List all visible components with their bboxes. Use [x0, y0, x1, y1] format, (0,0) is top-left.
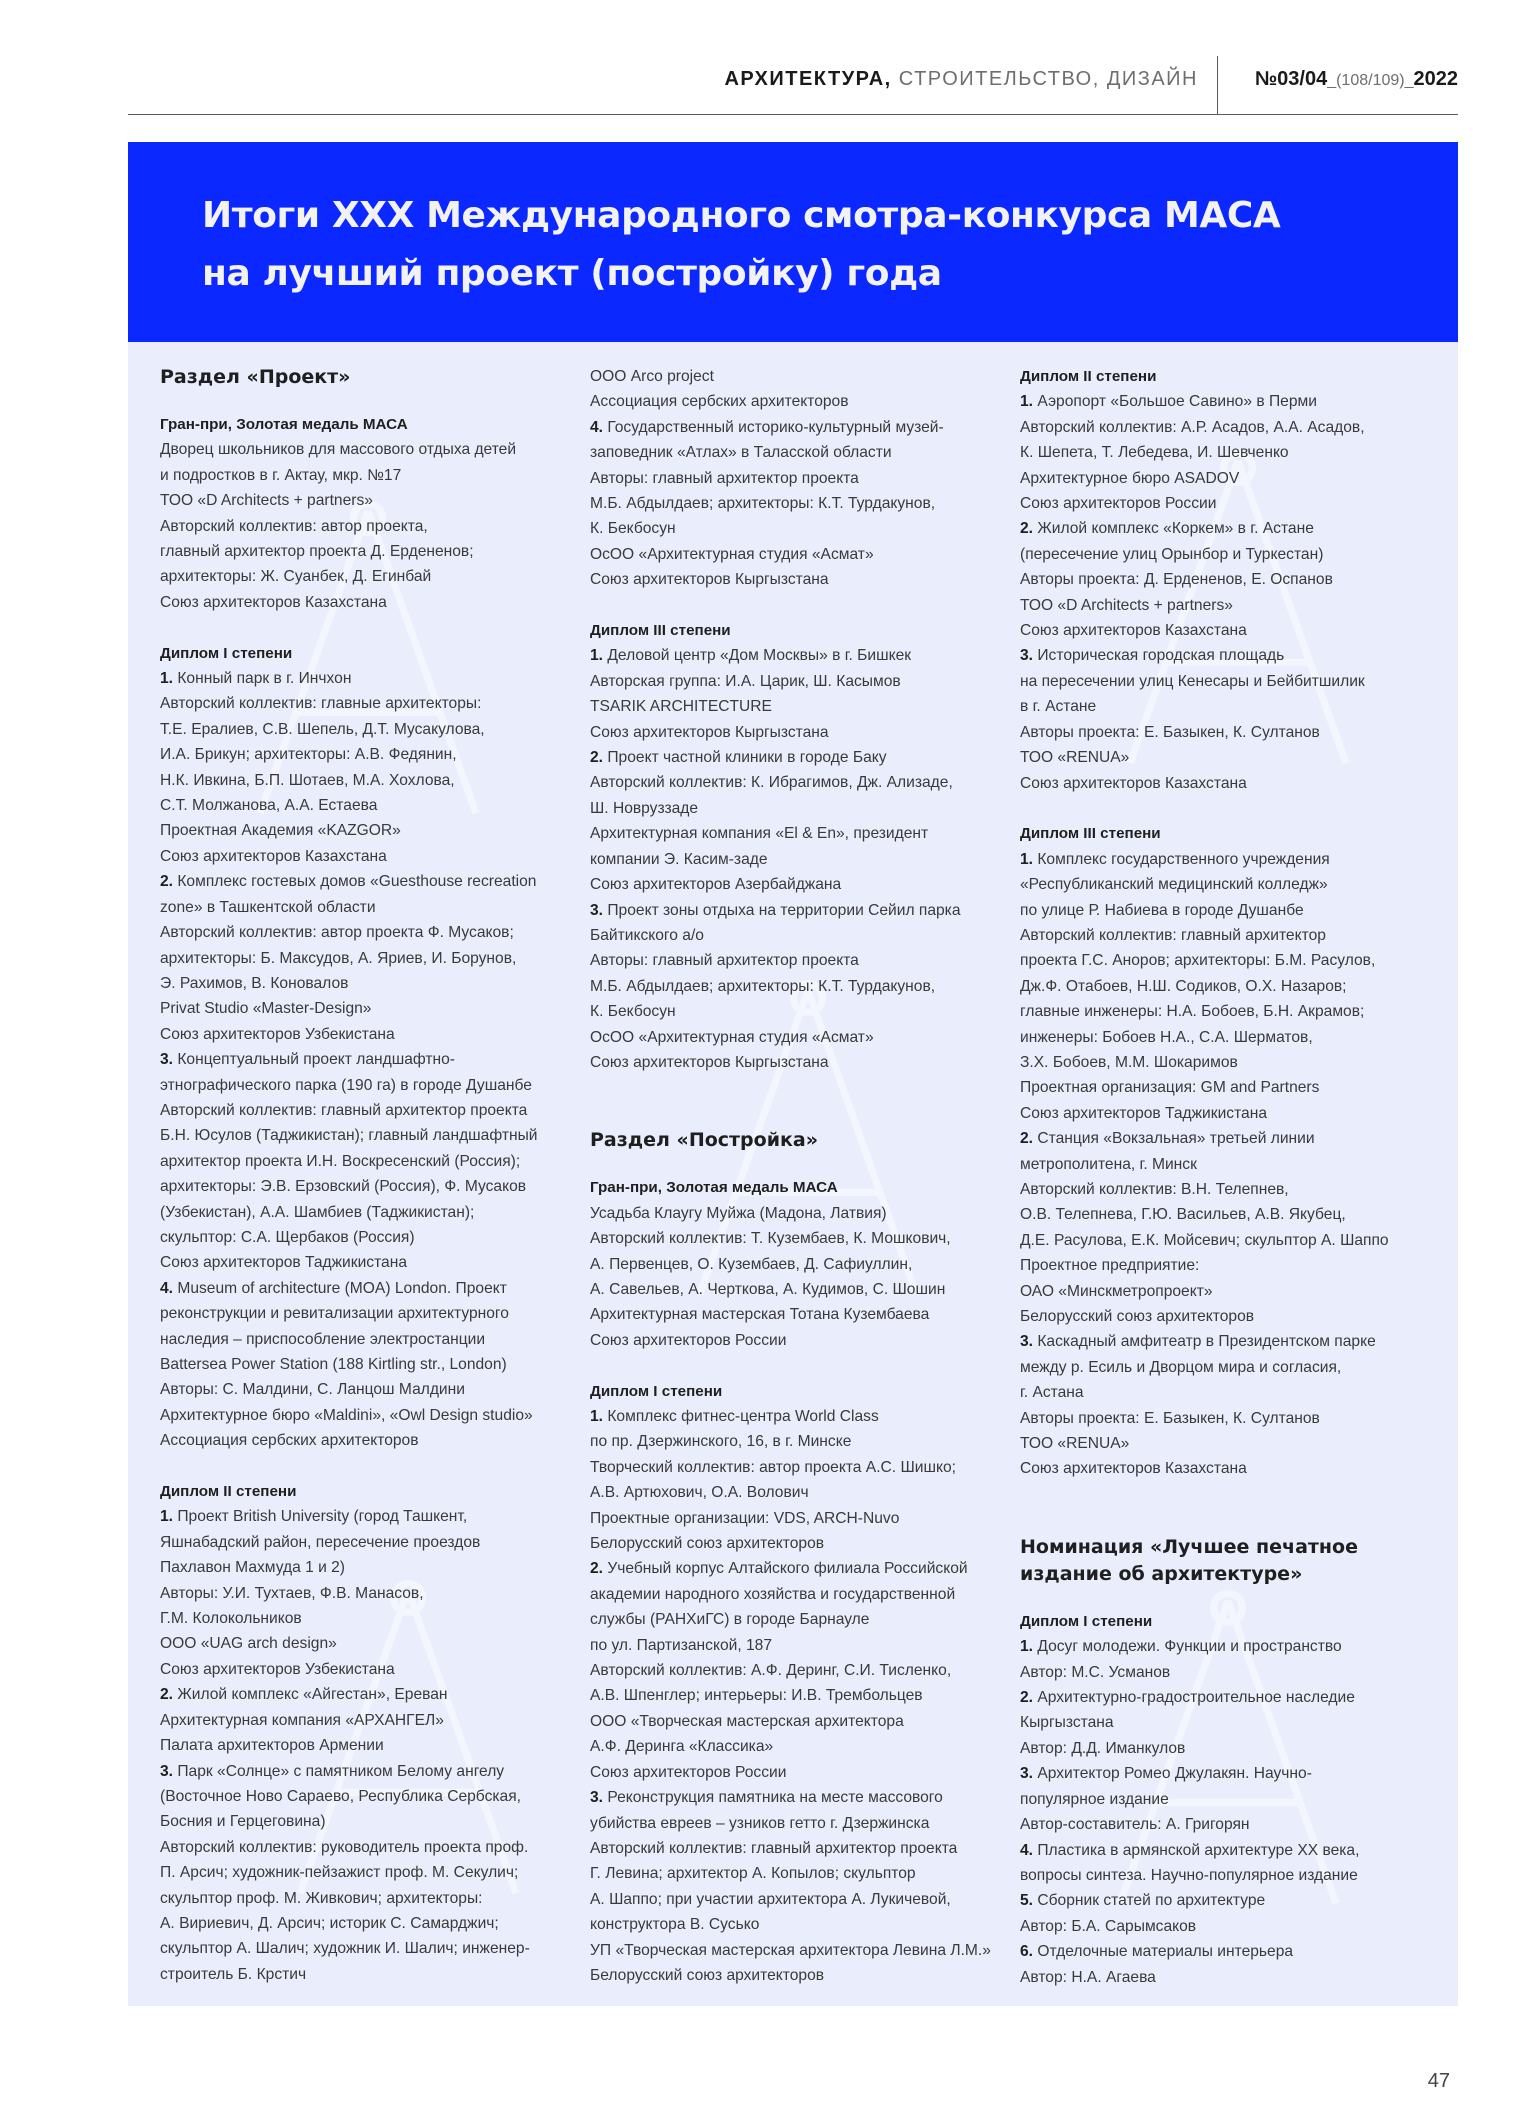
entry-line: Байтикского а/о: [590, 926, 704, 944]
entry-line: ТОО «D Architects + partners»: [160, 492, 373, 510]
entry-line: по улице Р. Набиева в городе Душанбе: [1020, 901, 1304, 919]
entry-number: 1.: [160, 670, 174, 688]
entry-line: метрополитена, г. Минск: [1020, 1155, 1197, 1173]
entry-line: архитектор проекта И.Н. Воскресенский (Россия);: [160, 1152, 521, 1170]
entry-line: строитель Б. Крстич: [160, 1965, 307, 1983]
entry-line: скульптор проф. М. Живкович; архитекторы:: [160, 1889, 483, 1907]
entry-line: (пересечение улиц Орынбор и Туркестан): [1020, 545, 1324, 563]
entry-details: [1020, 1787, 1452, 1838]
entry-line: скульптор: С.А. Щербаков (Россия): [160, 1228, 415, 1246]
entry-number: 4.: [590, 418, 604, 436]
entry-details: [590, 770, 1010, 897]
title-line-1: Итоги XXX Международного смотра-конкурса МАСА: [202, 195, 1281, 236]
entry-line: популярное издание: [1020, 1790, 1169, 1808]
entry-line: архитекторы: Э.В. Ерзовский (Россия), Ф. Мусаков: [160, 1178, 527, 1196]
article-title: [202, 187, 1402, 303]
award-heading: Диплом I степени: [160, 644, 293, 662]
entry-line: zone» в Ташкентской области: [160, 898, 376, 916]
entry-line: И.А. Брикун; архитекторы: А.В. Федянин,: [160, 746, 457, 764]
entry-line: Союз архитекторов Казахстана: [1020, 1460, 1247, 1478]
entry-name: Комплекс фитнес-центра World Class: [603, 1408, 879, 1425]
rubric-rest: СТРОИТЕЛЬСТВО, ДИЗАЙН: [898, 68, 1198, 90]
entry-line: Авторы: главный архитектор проекта: [590, 952, 859, 970]
entry-line: Авторы проекта: Е. Базыкен, К. Султанов: [1020, 1409, 1320, 1427]
entry-name: Парк «Солнце» с памятником Белому ангелу: [173, 1762, 505, 1780]
entry-details: [160, 895, 580, 1047]
entry-line: ООО «UAG arch design»: [160, 1635, 337, 1653]
award-heading: Гран-при, Золотая медаль МАСА: [160, 416, 408, 433]
entry-number: 4.: [1020, 1841, 1034, 1859]
entry-line: Проектное предприятие:: [1020, 1257, 1200, 1275]
entry-name: Проект частной клиники в городе Баку: [603, 749, 887, 767]
entry-name: Сборник статей по архитектуре: [1033, 1892, 1266, 1910]
column-2: [590, 364, 1010, 1988]
entry-line: Белорусский союз архитекторов: [1020, 1308, 1255, 1326]
entry-details: [160, 1708, 580, 1759]
entry-line: Кыргызстана: [1020, 1714, 1114, 1732]
entry-number: 2.: [590, 749, 604, 767]
entry-line: К. Шепета, Т. Лебедева, И. Шевченко: [1020, 444, 1289, 462]
entry-line: по ул. Партизанской, 187: [590, 1636, 773, 1654]
entry-line: Архитектурное бюро ASADOV: [1020, 469, 1240, 487]
entry-line: Авторский коллектив: главные архитекторы:: [160, 695, 482, 713]
entry-line: Дворец школьников для массового отдыха детей: [160, 441, 517, 459]
entry-name: Досуг молодежи. Функции и пространство: [1033, 1638, 1342, 1656]
entry-grand-prix: [590, 1201, 1010, 1353]
entry-title: [160, 1504, 580, 1529]
entry-line: Т.Е. Ералиев, С.В. Шепель, Д.Т. Мусакулова,: [160, 720, 485, 738]
title-banner: [128, 142, 1458, 342]
entry-line: Архитектурная мастерская Тотана Кузембаева: [590, 1306, 930, 1324]
entry-details: [160, 1530, 580, 1682]
entry-name: Комплекс гостевых домов «Guesthouse recreation: [173, 873, 537, 891]
entry-line: Авторский коллектив: главный архитектор проекта: [160, 1101, 528, 1119]
entry-title: [1020, 643, 1452, 668]
entry-title: [590, 745, 1010, 770]
entry-line: Б.Н. Юсулов (Таджикистан); главный ландшафтный: [160, 1127, 538, 1145]
entry-name: Комплекс государственного учреждения: [1033, 850, 1330, 868]
award-heading: Диплом II степени: [1020, 368, 1157, 385]
entry-title: [160, 1276, 580, 1301]
entry-name: Жилой комплекс «Коркем» в г. Астане: [1033, 520, 1314, 538]
entry-line: архитекторы: Ж. Суанбек, Д. Егинбай: [160, 568, 432, 586]
entry-line: ОсОО «Архитектурная студия «Асмат»: [590, 545, 874, 563]
entry-line: А.В. Шпенглер; интерьеры: И.В. Трембольцев: [590, 1687, 923, 1705]
entry-line: Авторский коллектив: А.Р. Асадов, А.А. Асадов,: [1020, 418, 1365, 436]
entry-name: Проект British University (город Ташкент,: [173, 1508, 468, 1526]
entry-line: Союз архитекторов Узбекистана: [160, 1660, 395, 1678]
entry-line: Э. Рахимов, В. Коновалов: [160, 974, 349, 992]
entry-details: [1020, 1152, 1452, 1330]
entry-name: Историческая городская площадь: [1033, 647, 1285, 665]
journal-rubric: [724, 68, 1198, 91]
entry-line: в г. Астане: [1020, 698, 1097, 716]
entry-line: ТОО «D Architects + partners»: [1020, 596, 1233, 614]
entry-line: конструктора В. Сусько: [590, 1916, 760, 1934]
entry-line: А.В. Артюхович, О.А. Волович: [590, 1484, 809, 1502]
entry-title: [1020, 1685, 1452, 1710]
entry-details: [1020, 542, 1452, 644]
entry-name: Museum of architecture (MOA) London. Проект: [173, 1279, 507, 1297]
entry-line: Авторский коллектив: главный архитектор: [1020, 926, 1326, 944]
entry-details: [1020, 872, 1452, 1126]
entry-line: Усадьба Клаугу Муйжа (Мадона, Латвия): [590, 1204, 887, 1222]
entry-title: [1020, 1888, 1452, 1913]
entry-number: 2.: [160, 1686, 174, 1704]
entry-line: главные инженеры: Н.А. Бобоев, Б.Н. Акрамов;: [1020, 1003, 1365, 1021]
entry-line: П. Арсич; художник-пейзажист проф. М. Секулич;: [160, 1864, 519, 1882]
entry-number: 1.: [1020, 850, 1034, 868]
rubric-main: АРХИТЕКТУРА,: [724, 68, 892, 90]
entry-title: [590, 415, 1010, 440]
section-heading: Раздел «Постройка»: [590, 1129, 819, 1152]
entry-line: Союз архитекторов Таджикистана: [160, 1254, 408, 1272]
entry-number: 2.: [1020, 1130, 1034, 1148]
entry-line: Автор-составитель: А. Григорян: [1020, 1816, 1250, 1834]
entry-number: 5.: [1020, 1892, 1034, 1910]
entry-name: Архитектурно-градостроительное наследие: [1033, 1689, 1355, 1707]
entry-number: 1.: [590, 1408, 604, 1425]
entry-line: Авторы: главный архитектор проекта: [590, 469, 859, 487]
entry-number: 2.: [590, 1560, 604, 1578]
entry-details: [1020, 1965, 1452, 1990]
entry-line: Творческий коллектив: автор проекта А.С. Шишко;: [590, 1458, 956, 1476]
entry-line: Дж.Ф. Отабоев, Н.Ш. Содиков, О.Х. Назаров;: [1020, 977, 1347, 995]
entry-details: [1020, 1863, 1452, 1888]
entry-line: Союз архитекторов Кыргызстана: [590, 1053, 829, 1071]
entry-line: академии народного хозяйства и государственной: [590, 1585, 956, 1603]
entry-number: 1.: [160, 1508, 174, 1526]
entry-name: Учебный корпус Алтайского филиала Российской: [603, 1560, 968, 1578]
entry-line: Авторский коллектив: автор проекта Ф. Мусаков;: [160, 924, 514, 942]
entry-number: 2.: [160, 873, 174, 891]
entry-line: ОАО «Минскметропроект»: [1020, 1282, 1213, 1300]
entry-title: [160, 666, 580, 691]
entry-line: М.Б. Абдылдаев; архитекторы: К.Т. Турдакунов,: [590, 495, 936, 513]
entry-line: Н.К. Ивкина, Б.П. Шотаев, М.А. Хохлова,: [160, 771, 455, 789]
entry-name: Станция «Вокзальная» третьей линии: [1033, 1130, 1315, 1148]
entry-number: 3.: [1020, 647, 1034, 665]
entry-number: 4.: [160, 1279, 174, 1297]
entry-title: [1020, 1329, 1452, 1354]
entry-line: «Республиканский медицинский колледж»: [1020, 876, 1328, 894]
entry-name: Концептуальный проект ландшафтно-: [173, 1051, 455, 1069]
entry-name: Пластика в армянской архитектуре XX века,: [1033, 1841, 1360, 1859]
entry-details: [1020, 415, 1452, 517]
section-line-2: издание об архитектуре»: [1020, 1562, 1303, 1585]
entry-number: 3.: [590, 901, 604, 919]
entry-line: Автор: Н.А. Агаева: [1020, 1968, 1156, 1986]
entry-number: 1.: [1020, 1638, 1034, 1656]
award-heading: Гран-при, Золотая медаль МАСА: [590, 1179, 838, 1197]
entry-line: З.Х. Бобоев, М.М. Шокаримов: [1020, 1053, 1238, 1071]
entry-title: [590, 1556, 1010, 1581]
entry-line: архитекторы: Б. Максудов, А. Яриев, И. Борунов,: [160, 949, 517, 967]
entry-title: [1020, 1939, 1452, 1964]
entry-details: [590, 669, 1010, 745]
entry-name: Деловой центр «Дом Москвы» в г. Бишкек: [603, 647, 912, 665]
entry-number: 6.: [1020, 1943, 1034, 1961]
entry-line: и подростков в г. Актау, мкр. №17: [160, 466, 402, 484]
entry-line: Проектная организация: GM and Partners: [1020, 1079, 1320, 1097]
entry-line: А. Савельев, А. Черткова, А. Кудимов, С. Шошин: [590, 1280, 946, 1298]
issue-no: №03/04: [1254, 68, 1328, 90]
entry-number: 2.: [1020, 1689, 1034, 1707]
entry-line: Авторский коллектив: Т. Кузембаев, К. Мошкович,: [590, 1230, 951, 1248]
entry-line: Авторский коллектив: К. Ибрагимов, Дж. Ализаде,: [590, 774, 953, 792]
award-heading: Диплом I степени: [1020, 1612, 1153, 1630]
entry-line: М.Б. Абдылдаев; архитекторы: К.Т. Турдакунов,: [590, 977, 936, 995]
entry-title: [160, 1759, 580, 1784]
entry-line: Союз архитекторов Казахстана: [160, 847, 387, 865]
entry-line: О.В. Телепнева, Г.Ю. Васильев, А.В. Якубец,: [1020, 1206, 1346, 1224]
award-heading: Диплом I степени: [590, 1382, 723, 1400]
entry-line: Ассоциация сербских архитекторов: [160, 1432, 419, 1450]
entry-line: Авторский коллектив: руководитель проекта проф.: [160, 1838, 529, 1856]
entry-name: Жилой комплекс «Айгестан», Ереван: [173, 1686, 448, 1704]
page-number: 47: [1427, 2070, 1450, 2092]
entry-number: 3.: [1020, 1333, 1034, 1351]
entry-number: 3.: [160, 1051, 174, 1069]
results-panel: [128, 342, 1458, 2006]
entry-name: Реконструкция памятника на месте массового: [603, 1789, 943, 1807]
entry-line: Авторский коллектив: В.Н. Телепнев,: [1020, 1180, 1289, 1198]
entry-details: [590, 1811, 1010, 1989]
entry-name: Отделочные материалы интерьера: [1033, 1943, 1294, 1961]
entry-line: Авторы: У.И. Тухтаев, Ф.В. Манасов,: [160, 1584, 424, 1602]
entry-title: [590, 898, 1010, 923]
entry-line: Privat Studio «Master-Design»: [160, 1000, 372, 1018]
entry-details: [590, 923, 1010, 1075]
entry-title: [1020, 1634, 1452, 1659]
entry-name: Архитектор Ромео Джулакян. Научно-: [1033, 1765, 1312, 1783]
entry-line: Авторский коллектив: главный архитектор проекта: [590, 1839, 958, 1857]
entry-line: Автор: М.С. Усманов: [1020, 1663, 1171, 1681]
entry-number: 3.: [160, 1762, 174, 1780]
entry-number: 3.: [590, 1789, 604, 1807]
entry-line: Архитектурная компания «El & En», президент: [590, 825, 929, 843]
entry-line: Ассоциация сербских архитекторов: [590, 393, 849, 411]
entry-details: [160, 1784, 580, 1987]
entry-details: [160, 691, 580, 869]
entry-line: УП «Творческая мастерская архитектора Левина Л.М.»: [590, 1941, 991, 1959]
entry-line: ТОО «RENUA»: [1020, 749, 1130, 767]
entry-title: [160, 869, 580, 894]
entry-title: [1020, 847, 1452, 872]
entry-line: Союз архитекторов Казахстана: [160, 593, 387, 611]
entry-line: Босния и Герцеговина): [160, 1813, 326, 1831]
entry-name: Конный парк в г. Инчхон: [173, 670, 352, 688]
entry-line: Союз архитекторов Узбекистана: [160, 1025, 395, 1043]
section-heading: [1020, 1534, 1452, 1588]
entry-line: Палата архитекторов Армении: [160, 1737, 384, 1755]
entry-details: [1020, 1710, 1452, 1761]
entry-number: 1.: [1020, 393, 1034, 411]
award-heading: Диплом III степени: [1020, 825, 1161, 843]
entry-line: по пр. Дзержинского, 16, в г. Минске: [590, 1433, 852, 1451]
entry-line: Союз архитекторов Азербайджана: [590, 876, 842, 894]
entry-details: [1020, 1914, 1452, 1939]
entry-line: скульптор А. Шалич; художник И. Шалич; инженер-: [160, 1940, 530, 1958]
entry-line: ОсОО «Архитектурная студия «Асмат»: [590, 1028, 874, 1046]
entry-line: г. Астана: [1020, 1384, 1084, 1402]
entry-title: [1020, 516, 1452, 541]
entry-line: Союз архитекторов России: [590, 1331, 787, 1349]
entry-line: TSARIK ARCHITECTURE: [590, 698, 772, 716]
entry-line: службы (РАНХиГС) в городе Барнауле: [590, 1611, 870, 1629]
entry-name: Каскадный амфитеатр в Президентском парке: [1033, 1333, 1376, 1351]
entry-line: заповедник «Атлах» в Таласской области: [590, 444, 892, 462]
entry-line: Авторская группа: И.А. Царик, Ш. Касымов: [590, 672, 901, 690]
entry-line: Ш. Новруззаде: [590, 799, 699, 817]
entry-name: Государственный историко-культурный музей-: [603, 418, 944, 436]
entry-line: Авторы: С. Малдини, С. Ланцош Малдини: [160, 1381, 465, 1399]
entry-line: Архитектурная компания «АРХАНГЕЛ»: [160, 1711, 444, 1729]
entry-title: [590, 643, 1010, 668]
entry-details: [1020, 1355, 1452, 1482]
entry-line: Авторы проекта: Е. Базыкен, К. Султанов: [1020, 723, 1320, 741]
entry-line: Проектные организации: VDS, ARCH-Nuvo: [590, 1509, 900, 1527]
entry-line: главный архитектор проекта Д. Ердененов;: [160, 543, 474, 561]
entry-line: Союз архитекторов Кыргызстана: [590, 571, 829, 589]
entry-line: Союз архитекторов Кыргызстана: [590, 723, 829, 741]
entry-line: С.Т. Молжанова, А.А. Естаева: [160, 797, 378, 815]
issue-year: 2022: [1413, 68, 1458, 90]
running-header: [128, 60, 1458, 115]
entry-line: Автор: Б.А. Сарымсаков: [1020, 1917, 1197, 1935]
entry-line: Союз архитекторов Казахстана: [1020, 774, 1247, 792]
entry-line: Архитектурное бюро «Maldini», «Owl Design studio»: [160, 1406, 533, 1424]
entry-line: Белорусский союз архитекторов: [590, 1535, 825, 1553]
entry-line: А. Шаппо; при участии архитектора А. Лукичевой,: [590, 1890, 951, 1908]
entry-number: 2.: [1020, 520, 1034, 538]
entry-line: Г. Левина; архитектор А. Копылов; скульптор: [590, 1865, 916, 1883]
column-3: [1020, 364, 1452, 1990]
entry-line: реконструкции и ревитализации архитектурного: [160, 1305, 509, 1323]
issue-sub: _(108/109)_: [1327, 72, 1414, 89]
entry-details: [160, 1073, 580, 1276]
entry-line: Союз архитекторов Казахстана: [1020, 622, 1247, 640]
entry-number: 3.: [1020, 1765, 1034, 1783]
entry-title: [160, 1047, 580, 1072]
entry-line: Автор: Д.Д. Иманкулов: [1020, 1739, 1186, 1757]
award-heading: Диплом II степени: [160, 1483, 297, 1501]
entry-line: Battersea Power Station (188 Kirtling str., London): [160, 1356, 507, 1374]
entry-details: [590, 364, 1010, 415]
entry-line: К. Бекбосун: [590, 1003, 676, 1021]
entry-line: (Восточное Ново Сараево, Республика Сербская,: [160, 1787, 521, 1805]
entry-details: [590, 1429, 1010, 1556]
section-line-1: Номинация «Лучшее печатное: [1020, 1535, 1358, 1558]
entry-line: убийства евреев – узников гетто г. Дзержинска: [590, 1814, 930, 1832]
entry-line: Авторский коллектив: А.Ф. Деринг, С.И. Тисленко,: [590, 1662, 952, 1680]
entry-line: проекта Г.С. Аноров; архитекторы: Б.М. Расулов,: [1020, 952, 1376, 970]
entry-line: (Узбекистан), А.А. Шамбиев (Таджикистан);: [160, 1203, 475, 1221]
entry-line: между р. Есиль и Дворцом мира и согласия,: [1020, 1358, 1342, 1376]
entry-details: [1020, 1660, 1452, 1685]
entry-line: инженеры: Бобоев Н.А., С.А. Шерматов,: [1020, 1028, 1313, 1046]
entry-name: Аэропорт «Большое Савино» в Перми: [1033, 393, 1317, 411]
column-1: [160, 364, 580, 1987]
entry-name: Проект зоны отдыха на территории Сейил парка: [603, 901, 961, 919]
entry-line: этнографического парка (190 га) в городе Душанбе: [160, 1076, 532, 1094]
entry-line: наследия – приспособление электростанции: [160, 1330, 486, 1348]
entry-line: Г.М. Колокольников: [160, 1610, 302, 1628]
entry-details: [1020, 669, 1452, 796]
entry-title: [160, 1682, 580, 1707]
entry-title: [1020, 1761, 1452, 1786]
entry-line: ООО Arco project: [590, 368, 714, 385]
entry-line: Д.Е. Расулова, Е.К. Мойсевич; скульптор А. Шаппо: [1020, 1231, 1389, 1249]
entry-line: Авторы проекта: Д. Ердененов, Е. Оспанов: [1020, 571, 1333, 589]
entry-title: [590, 1404, 1010, 1429]
entry-line: Союз архитекторов России: [1020, 495, 1217, 513]
entry-details: [590, 440, 1010, 592]
entry-title: [590, 1785, 1010, 1810]
entry-line: Авторский коллектив: автор проекта,: [160, 517, 428, 535]
entry-line: Яшнабадский район, пересечение проездов: [160, 1533, 481, 1551]
title-line-2: на лучший проект (постройку) года: [202, 253, 942, 294]
entry-line: Проектная Академия «KAZGOR»: [160, 822, 401, 840]
header-divider: [1217, 56, 1218, 114]
entry-line: компании Э. Касим-заде: [590, 850, 768, 868]
entry-line: Союз архитекторов Таджикистана: [1020, 1104, 1268, 1122]
issue-number: [1255, 68, 1458, 91]
entry-title: [1020, 389, 1452, 414]
entry-line: ООО «Творческая мастерская архитектора: [590, 1712, 904, 1730]
entry-title: [1020, 1838, 1452, 1863]
award-heading: Диплом III степени: [590, 622, 731, 640]
entry-line: вопросы синтеза. Научно-популярное издание: [1020, 1866, 1358, 1884]
entry-line: Белорусский союз архитекторов: [590, 1966, 825, 1984]
entry-line: Пахлавон Махмуда 1 и 2): [160, 1559, 346, 1577]
entry-title: [1020, 1126, 1452, 1151]
entry-line: А. Первенцев, О. Кузембаев, Д. Сафиуллин,: [590, 1255, 913, 1273]
entry-line: на пересечении улиц Кенесары и Бейбитшилик: [1020, 672, 1365, 690]
entry-details: [590, 1582, 1010, 1785]
entry-line: А. Вириевич, Д. Арсич; историк С. Самарджич;: [160, 1914, 499, 1932]
entry-details: [160, 1301, 580, 1453]
section-heading: Раздел «Проект»: [160, 366, 351, 388]
entry-line: Союз архитекторов России: [590, 1763, 787, 1781]
entry-number: 1.: [590, 647, 604, 665]
entry-line: А.Ф. Деринга «Классика»: [590, 1738, 774, 1756]
entry-grand-prix: [160, 437, 580, 615]
entry-line: К. Бекбосун: [590, 520, 676, 538]
entry-line: ТОО «RENUA»: [1020, 1435, 1130, 1453]
